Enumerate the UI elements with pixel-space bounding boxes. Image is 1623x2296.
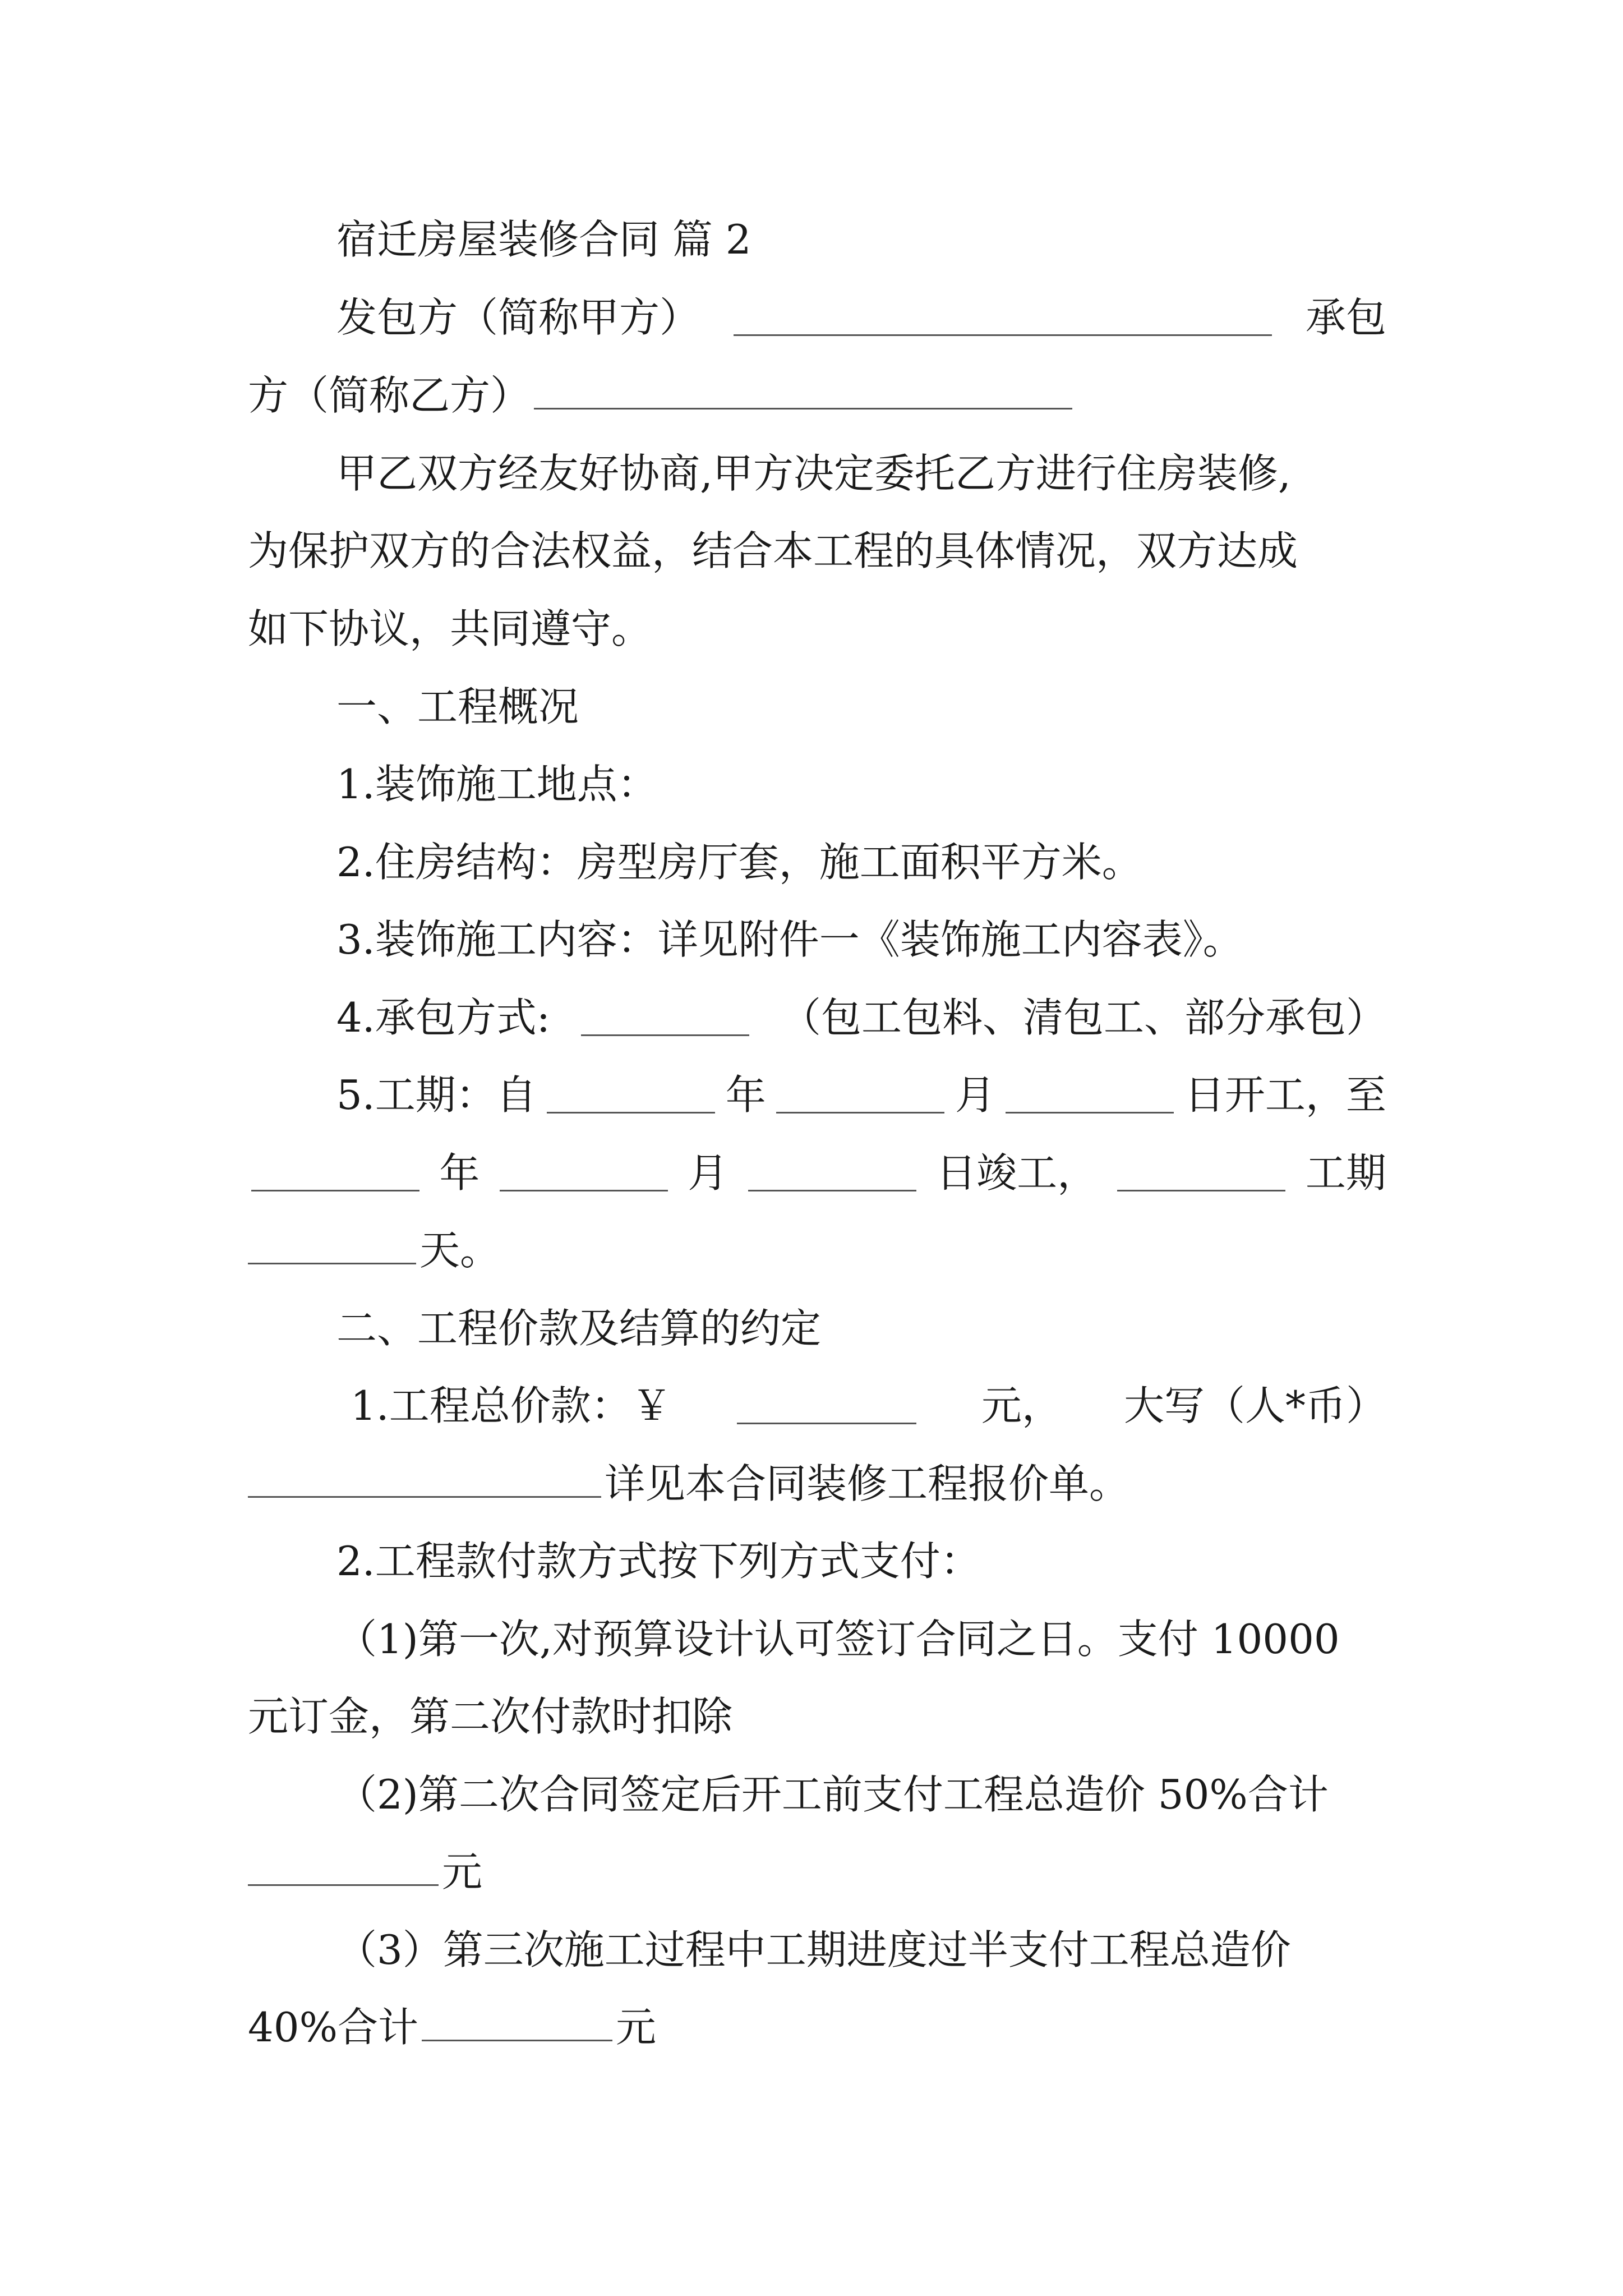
quote-detail: 详见本合同装修工程报价单。 xyxy=(605,1460,1130,1507)
section-2-item-1-line-1 xyxy=(351,1372,1386,1439)
start-label: 日开工，至 xyxy=(1184,1071,1386,1119)
end-year-blank[interactable] xyxy=(251,1155,419,1191)
period-days-label: 工期 xyxy=(1305,1149,1386,1197)
end-label: 日竣工， xyxy=(936,1149,1098,1197)
payment-3-line-1 xyxy=(336,1916,1386,1984)
section-1-item-5-line-3 xyxy=(248,1217,1386,1284)
party-b-line xyxy=(248,362,1386,429)
end-month-label: 月 xyxy=(688,1149,728,1197)
item-4-label: 4.承包方式: xyxy=(336,994,550,1041)
payment-1-line-2: 元订金，第二次付款时扣除 xyxy=(248,1693,733,1740)
days-label: 天。 xyxy=(419,1227,501,1274)
payment-2-line-2 xyxy=(248,1838,1386,1906)
intro-line-1 xyxy=(336,440,1386,507)
payment-2-blank[interactable] xyxy=(248,1849,439,1886)
payment-1-line-1 xyxy=(336,1605,1386,1673)
intro-text-1: 甲乙双方经友好协商,甲方决定委托乙方进行住房装修, xyxy=(336,450,1291,497)
end-month-blank[interactable] xyxy=(500,1155,668,1191)
section-1-item-5-line-2 xyxy=(248,1139,1386,1207)
party-a-label: 发包方（简称甲方） xyxy=(336,294,700,341)
party-a-line xyxy=(336,284,1386,351)
section-1-item-2: 2.住房结构：房型房厅套，施工面积平方米。 xyxy=(336,839,1142,886)
start-day-blank[interactable] xyxy=(1006,1077,1174,1114)
section-1-item-3: 3.装饰施工内容：详见附件一《装饰施工内容表》。 xyxy=(336,916,1243,963)
intro-line-3: 如下协议，共同遵守。 xyxy=(248,605,652,652)
payment-1-text: （1)第一次,对预算设计认可签订合同之日。支付 10000 xyxy=(336,1616,1340,1663)
payment-2-line-1 xyxy=(336,1761,1386,1828)
party-a-blank[interactable] xyxy=(734,300,1272,336)
section-1-item-4 xyxy=(336,984,1386,1051)
start-year-label: 年 xyxy=(725,1071,766,1119)
party-b-blank[interactable] xyxy=(534,373,1072,409)
payment-3-blank[interactable] xyxy=(422,2005,612,2041)
intro-line-2 xyxy=(248,517,1386,585)
end-year-label: 年 xyxy=(439,1149,480,1197)
item-4-options: （包工包料、清包工、部分承包） xyxy=(780,994,1386,1041)
section-1-item-5-line-1 xyxy=(336,1061,1386,1129)
document-title: 宿迁房屋装修合同 篇 2 xyxy=(336,216,751,263)
contract-type-blank[interactable] xyxy=(581,1000,749,1036)
total-price-blank[interactable] xyxy=(737,1388,916,1424)
total-price-label: 1.工程总价款：￥ xyxy=(351,1382,672,1429)
party-b-prefix: 承包 xyxy=(1305,294,1386,341)
intro-text-2: 为保护双方的合法权益，结合本工程的具体情况，双方达成 xyxy=(248,527,1298,574)
section-2-heading: 二、工程价款及结算的约定 xyxy=(336,1305,822,1352)
total-price-yuan: 元， xyxy=(981,1382,1062,1429)
start-month-label: 月 xyxy=(955,1071,995,1119)
section-2-item-2: 2.工程款付款方式按下列方式支付： xyxy=(336,1538,981,1585)
start-month-blank[interactable] xyxy=(776,1077,944,1114)
days-blank[interactable] xyxy=(248,1228,416,1264)
payment-3-line-2 xyxy=(248,1994,1386,2061)
section-2-item-1-line-2 xyxy=(248,1450,1386,1517)
section-1-heading: 一、工程概况 xyxy=(336,683,579,730)
period-days-blank[interactable] xyxy=(1117,1155,1285,1191)
capital-amount-blank[interactable] xyxy=(248,1461,601,1498)
capital-label: 大写（人*币） xyxy=(1123,1382,1386,1429)
payment-3-yuan: 元 xyxy=(616,2004,657,2051)
payment-2-yuan: 元 xyxy=(442,1848,483,1895)
period-label: 5.工期：自 xyxy=(336,1071,537,1119)
start-year-blank[interactable] xyxy=(547,1077,715,1114)
payment-2-text: （2)第二次合同签定后开工前支付工程总造价 50%合计 xyxy=(336,1771,1329,1818)
payment-3-prefix: 40%合计 xyxy=(248,2004,419,2051)
party-b-label: 方（简称乙方） xyxy=(248,372,531,419)
end-day-blank[interactable] xyxy=(748,1155,916,1191)
payment-3-text: （3）第三次施工过程中工期进度过半支付工程总造价 xyxy=(336,1926,1291,1973)
section-1-item-1: 1.装饰施工地点： xyxy=(336,761,658,808)
